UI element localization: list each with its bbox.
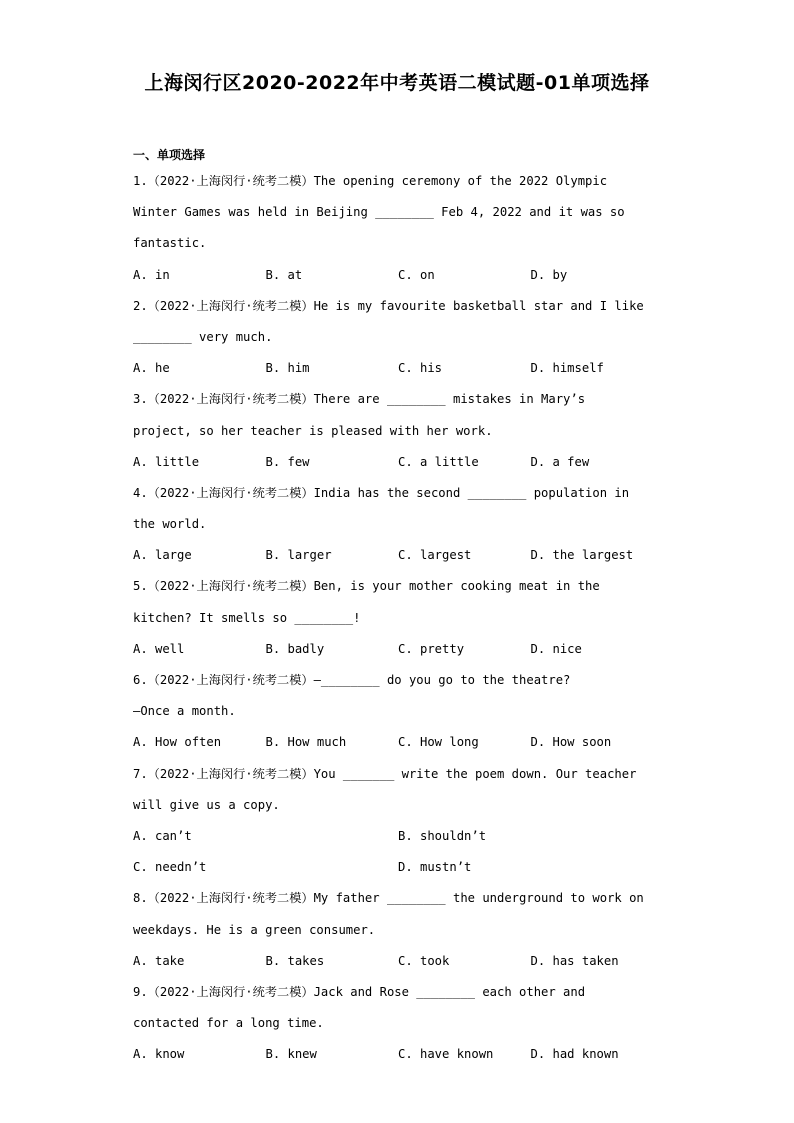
- option-b: B. larger: [265, 548, 332, 563]
- options-row: [133, 731, 663, 762]
- question-text-line: 8.（2022·上海闵行·统考二模）My father ________ the underground to work on: [133, 891, 644, 906]
- question-5: [133, 575, 663, 669]
- question-text-line: will give us a copy.: [133, 797, 280, 812]
- option-d: D. How soon: [530, 735, 612, 750]
- question-text-line: 1.（2022·上海闵行·统考二模）The opening ceremony of the 2022 Olympic: [133, 174, 608, 188]
- question-text-line: project, so her teacher is pleased with her work.: [133, 423, 493, 438]
- option-b: B. badly: [265, 641, 325, 656]
- option-b: B. at: [265, 267, 303, 282]
- option-a: A. in: [133, 267, 170, 282]
- question-8: [133, 887, 663, 981]
- option-b: B. him: [265, 361, 310, 376]
- option-b: B. takes: [265, 953, 325, 968]
- option-b: B. shouldn’t: [398, 828, 487, 843]
- question-list: [133, 170, 663, 1074]
- option-d: D. a few: [530, 454, 590, 469]
- question-text-line: kitchen? It smells so ________!: [133, 610, 361, 625]
- page-title: 上海闵行区2020-2022年中考英语二模试题-01单项选择: [144, 72, 650, 94]
- option-c: C. a little: [398, 454, 479, 469]
- option-a: A. take: [133, 953, 185, 968]
- options-row: [133, 451, 663, 482]
- option-d: D. nice: [530, 641, 582, 656]
- question-text-line: —Once a month.: [133, 704, 236, 719]
- option-c: C. on: [398, 267, 435, 282]
- question-text-line: 3.（2022·上海闵行·统考二模）There are ________ mistakes in Mary’s: [133, 392, 586, 407]
- question-7: [133, 763, 663, 888]
- options-row: [133, 1043, 663, 1074]
- options-row: [133, 544, 663, 575]
- question-text-line: 5.（2022·上海闵行·统考二模）Ben, is your mother cooking meat in the: [133, 579, 600, 594]
- option-c: C. his: [398, 361, 443, 376]
- option-a: A. can’t: [133, 828, 192, 843]
- question-2: [133, 295, 663, 389]
- question-text-line: 7.（2022·上海闵行·统考二模）You _______ write the poem down. Our teacher: [133, 766, 637, 781]
- options-row: [133, 638, 663, 669]
- question-text-line: contacted for a long time.: [133, 1016, 324, 1031]
- options-row: [133, 264, 663, 295]
- question-9: [133, 981, 663, 1075]
- question-text-line: weekdays. He is a green consumer.: [133, 922, 376, 937]
- question-text-line: the world.: [133, 517, 207, 532]
- question-text-line: Winter Games was held in Beijing ________ Feb 4, 2022 and it was so: [133, 205, 625, 220]
- option-b: B. few: [265, 454, 310, 469]
- option-a: A. he: [133, 361, 170, 376]
- option-d: D. himself: [530, 361, 604, 376]
- options-row: [133, 856, 663, 887]
- option-d: D. mustn’t: [398, 860, 472, 875]
- section-heading: 一、单项选择: [133, 148, 206, 162]
- options-row: [133, 357, 663, 388]
- option-c: C. have known: [398, 1047, 494, 1062]
- question-text-line: fantastic.: [133, 236, 207, 251]
- option-a: A. know: [133, 1047, 185, 1062]
- options-row: [133, 950, 663, 981]
- option-c: C. How long: [398, 735, 479, 750]
- question-text-line: 9.（2022·上海闵行·统考二模）Jack and Rose ________ each other and: [133, 984, 586, 999]
- option-d: D. by: [530, 267, 568, 282]
- option-c: C. took: [398, 953, 450, 968]
- question-text-line: 2.（2022·上海闵行·统考二模）He is my favourite basketball star and I like: [133, 298, 644, 313]
- option-a: A. How often: [133, 735, 222, 750]
- option-a: A. little: [133, 454, 200, 469]
- question-text-line: 6.（2022·上海闵行·统考二模）—________ do you go to the theatre?: [133, 673, 571, 687]
- question-1: [133, 170, 663, 295]
- option-c: C. largest: [398, 548, 472, 563]
- question-6: [133, 669, 663, 763]
- question-3: [133, 388, 663, 482]
- option-a: A. well: [133, 641, 185, 656]
- options-row: [133, 825, 663, 856]
- option-b: B. knew: [265, 1047, 317, 1062]
- question-4: [133, 482, 663, 576]
- option-c: C. needn’t: [133, 860, 207, 875]
- option-b: B. How much: [265, 735, 347, 750]
- option-d: D. has taken: [530, 953, 619, 968]
- option-d: D. had known: [530, 1047, 619, 1062]
- option-d: D. the largest: [530, 548, 634, 563]
- question-text-line: ________ very much.: [133, 329, 273, 344]
- option-c: C. pretty: [398, 641, 465, 656]
- option-a: A. large: [133, 548, 192, 563]
- question-text-line: 4.（2022·上海闵行·统考二模）India has the second ________ population in: [133, 485, 630, 500]
